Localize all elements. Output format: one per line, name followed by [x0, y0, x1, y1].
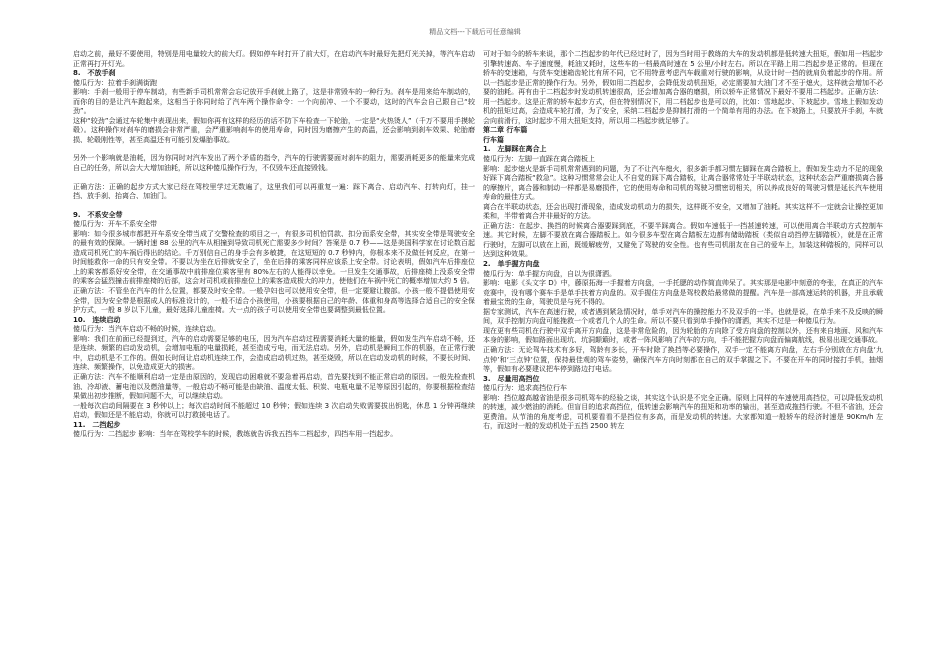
section-heading: 第二章 行车篇 [483, 126, 528, 135]
body-paragraph: 影响：电影《头文字 D》中，藤原拓海一手握着方向盘，一手托腮的动作简直帅呆了。其实那是电影中刻意的夸张，在真正的汽车竞赛中，没有哪个赛车手是单手扶着方向盘的。双手握住方向盘是驾校教给最常做的提醒。汽车是一部高速运转的机器，并且承载着最宝贵的生命，驾驶员是与死不得的。 [483, 279, 883, 307]
body-paragraph: 影响：如今很多城市都把开车系安全带当成了交警检查的项目之一，有很多司机怕罚款、扣分而系安全带，其实安全带是驾驶安全的最有效的保障。一辆时速 88 公里的汽车从相撞到导致司机死亡需要多少时间？答案是 0.7 秒——这是美国科学家在讨论数百起造成司机死亡的车祸后得出的结论。千万别信自己的身手会有多敏捷，在这短短的 0.7 秒钟内，你根本来不及做任何反应，在第一时间能救你一命的只有安全带。不要以为坐在后排就安全了，坐在后排的乘客同样应该系上安全带。讨论表明，假如汽车后排座位上的乘客都系好安全带，在交通事故中前排座位乘客里有 80%左右的人能得以幸免。一旦发生交通事故，后排座椅上没系安全带的乘客会猛烈撞击前排座椅的后部，这会对司机或前排座位上的乘客造成极大的冲力，使他们在车祸中死亡的概率增加大约 5 倍。 [73, 229, 475, 286]
body-paragraph: 正确方法：正确的起步方式大家已经在驾校里学过无数遍了，这里我们可以再重复一遍：踩下离合、启动汽车、打转向灯，挂一挡、放手刹、抬离合、加油门。 [73, 182, 475, 201]
body-paragraph: 影响：起步熄火是新手司机常常遇到的问题，为了不让汽车熄火，很多新手都习惯左脚踩在离合踏板上，假如发生动力不足的现象好踩下离合踏板“救急”。这种习惯常常会让人不自觉的踩下离合踏板，让离合器常常处于半联动状态，这种状态会严重磨损离合器的摩擦片，离合器和制动一样都是易磨损件，它的使用寿命和司机的驾驶习惯密切相关，所以养成良好的驾驶习惯是延长汽车使用寿命的最佳方式。 [483, 164, 883, 202]
body-paragraph: 傻瓜行为：当汽车启动不畅的时候，连续启动。 [73, 325, 220, 334]
body-paragraph: 傻瓜行为：二挡起步 影响：当年在驾校学车的时候，教练就告诉我五挡车二档起步，四挡车用一挡起步。 [73, 430, 398, 439]
section-heading: 1. 左脚踩在离合上 [483, 145, 547, 154]
section-heading: 11. 二挡起步 [73, 420, 121, 429]
paragraph-spacer [73, 202, 475, 211]
body-paragraph: 影响：我们在前面已经提到过，汽车的启动需要足够的电压，因为汽车启动过程需要消耗大量的能量，假如发生汽车启动不畅，还是连续、频繁的启动发动机，会增加电瓶的电量损耗，甚至造成亏电，而无法启动。另外，启动机是瞬间工作的机器，在正常行驶中，启动机是不工作的。假如长时间让启动机连续工作，会造成启动机过热，甚至烧毁，所以在启动发动机的时候，不要长时间、连续、频繁操作，以免造成更大的损害。 [73, 334, 475, 372]
section-heading: 2. 单手握方向盘 [483, 260, 540, 269]
body-paragraph: 启动之前，最好不要使用，特别是用电量较大的前大灯。假如停车时打开了前大灯，在启动汽车时最好先把灯光关掉，等汽车启动正常再打开灯光。 [73, 50, 475, 68]
body-paragraph: 傻瓜行为：开车不系安全带 [73, 220, 157, 229]
body-paragraph: 傻瓜行为：单手握方向盘，自以为很潇洒。 [483, 269, 616, 278]
body-paragraph: 可对于如今的轿车来说，那个二挡起步的年代已经过时了，因为当时用于教练的大车的发动机都是低转速大扭矩，假如用一档起步引擎转速高、车子速度慢，耗油又耗时，这些车的一档最高时速在 5 公里/小时左右。所以在平路上用二挡起步是正常的。但现在轿车的变速箱，与货车变速箱齿轮比有所不同，它不用特意考虑汽车载重对行驶的影响，从设计时一挡的就肩负着起步的作用。所以一挡起步是正常的操作行为。另外，假如用二挡起步，会降低发动机扭矩，必定需要加大油门才不至于熄火，这样就会增加不必要的油耗。再有由于二档起步时发动机转速很高，还会增加离合器的磨损，所以轿车正常情况下最好不要用二档起步。正确方法：用一挡起步。这是正常的轿车起步方式，但在特别情况下，用二档起步也是可以的，比如：雪地起步、下坡起步。雪地上假如发动机的扭矩过高，会造成车轮打滑，为了安全，采纳二档起步是抑制打滑的一个简单有用的办法。在下坡路上，只要放开手刹，车就会向前滑行，这时起步不用大扭矩支持，所以用二档起步就足够了。 [483, 50, 883, 125]
body-paragraph: 据专家测试，汽车在高速行驶，或者遇到紧急情况时，单手对汽车的操控能力不及双手的一半。也就是说，在单手来不及反映的瞬间，双手控制方向盘可能挽救一个或者几个人的生命。所以不要只看到单手操作的潇洒，其实不过是一种傻瓜行为。 [483, 307, 883, 326]
body-paragraph: 这种“较劲”会通过车轮集中表现出来，假如你再有这样的经历的话不防下车检查一下轮胎，一定是“火热烫人”（千万不要用手摸轮毂）。这种操作对刹车的磨损会非常严重，会严重影响刹车的使用寿命，同时因为磨擦产生的高温，还会影响到刹车效果、轮胎磨损、轮毂刚性等，甚至高温还有可能引发爆胎事故。 [73, 116, 475, 144]
section-heading: 9. 不系安全带 [73, 210, 123, 219]
right-column [483, 50, 883, 432]
body-paragraph: 傻瓜行为：拉着手刹满街跑 [73, 78, 157, 87]
left-column [73, 50, 475, 440]
section-heading: 行车篇 [483, 135, 504, 144]
body-paragraph: 正确方法：无论驾车技术有多好，驾龄有多长，开车时除了换挡等必要操作，双手一定不能离方向盘，左右手分别放在方向盘‘九点钟’和‘三点钟’位置，保持最佳观的驾车姿势，确保汽车方向时刻都在自己的双手掌握之下。不要在开车的同时接打手机，抽烟等，假如有必要建议把车停到路边打电话。 [483, 345, 883, 374]
header-note: 精品文档---下载后可任意编辑 [429, 28, 521, 36]
section-heading: 10. 连续启动 [73, 315, 121, 324]
body-paragraph: 影响：手刹一般用于停车制动，有些新手司机常常会忘记放开手刹就上路了，这是非常毁车的一种行为。刹车是用来给车制动的，而你的目的是让汽车跑起来，这相当于你同时给了汽车两个操作命令：一个向前冲、一个不要动，这时的汽车会自己跟自己“较劲”。 [73, 88, 475, 116]
body-paragraph: 另外一个影响就是油耗，因为你同时对汽车发出了两个矛盾的指令，汽车的行驶需要面对刹车的阻力，需要消耗更多的能量来完成自己的任务，所以会大大增加油耗，所以这种傻瓜操作行为，不仅毁车还直接毁钱。 [73, 154, 475, 173]
body-paragraph: 离合在半联动状态，还会出现打滑现象，造成发动机动力的损失，这样既不安全，又增加了油耗。其实这样不一定就会让操控更加柔和，半带着离合并非最好的方法。 [483, 202, 883, 221]
body-paragraph: 正确方法：汽车不能顺利启动一定是由原因的，发现启动困难就不要急着再启动，首先要找到不能正常启动的原因。一般先检查机油、冷却液、蓄电池以及燃油量等，一般启动不畅可能是由缺油、温度太低、积炭、电瓶电量不足等原因引起的，你要根据检查结果做出初步推断，假如问题不大，可以继续启动。 [73, 372, 475, 401]
paragraph-spacer [73, 174, 475, 183]
body-paragraph: 傻瓜行为：左脚一直踩在离合踏板上 [483, 155, 595, 164]
body-paragraph: 正确方法：不管坐在汽车的什么位置，都要及时安全带。一般孕妇也可以使用安全带，但一定要避让腹部。小孩一般不提倡使用安全带，因为安全带是根据成人的标准设计的，一般不适合小孩使用，小孩要根据自己的年龄、体重和身高等选择合适自己的安全保护方式，一般 8 岁以下儿童，最好选择儿童座椅。大一点的孩子可以使用安全带也要调整到最低位置。 [73, 287, 475, 315]
body-paragraph: 现在更有些司机在行驶中双手离开方向盘，这是非常危险的，因为轮胎的方向除了受方向盘的控制以外，还有来自地面、风和汽车本身的影响，假如路面出现坑、坑洞颠簸时，或者一阵风影响了汽车的方向，手不能把握方向盘而偏离航线，极易出现交通事故。 [483, 326, 883, 345]
section-heading: 8. 不放手刹 [73, 69, 116, 78]
body-paragraph: 傻瓜行为：追求高挡位行车 [483, 384, 567, 393]
body-paragraph: 一般每次启动间隔要在 3 秒钟以上；每次启动时间不能超过 10 秒钟；假如连续 3 次启动失败需要拔出钥匙，休息 1 分钟再继续启动，假如还是不能启动，你就可以打救援电话了。 [73, 401, 475, 420]
body-paragraph: 正确方法：在起步、换挡的时候离合器要踩到底，不要半踩离合。假如车速低于一挡甚速转速，可以使用离合半联动方式控制车速。其它时候，左脚不要放在离合器踏板上。如今很多车型在离合踏板左边都有储助踏板（类似自动挡停左脚踏板），就是在正常行驶时，左脚可以放在上面，既缓解疲劳，又避免了驾驶的安全性。也有些司机朋友在自己的爱车上，加装这种踏板的，同样可以达到这种效果。 [483, 221, 883, 259]
section-heading: 3. 尽量用高挡位 [483, 374, 540, 383]
body-paragraph: 影响：挡位越高越省油是很多司机驾车的经验之谈，其实这个认识是不完全正确。原则上同样的车速使用高挡位，可以降低发动机的转速，减少燃油的消耗。但盲目的追求高挡位，低转速会影响汽车的扭矩和功率的输出，甚至造成拖挡行驶。不但不省油，还会更费油。从节油的角度考虑，司机要看看不是挡位有多高，而是发动机的转速。大家都知道一般轿车的经济时速是 90Km/h 左右，而这时一般的发动机处于五挡 2500 转左 [483, 393, 883, 431]
